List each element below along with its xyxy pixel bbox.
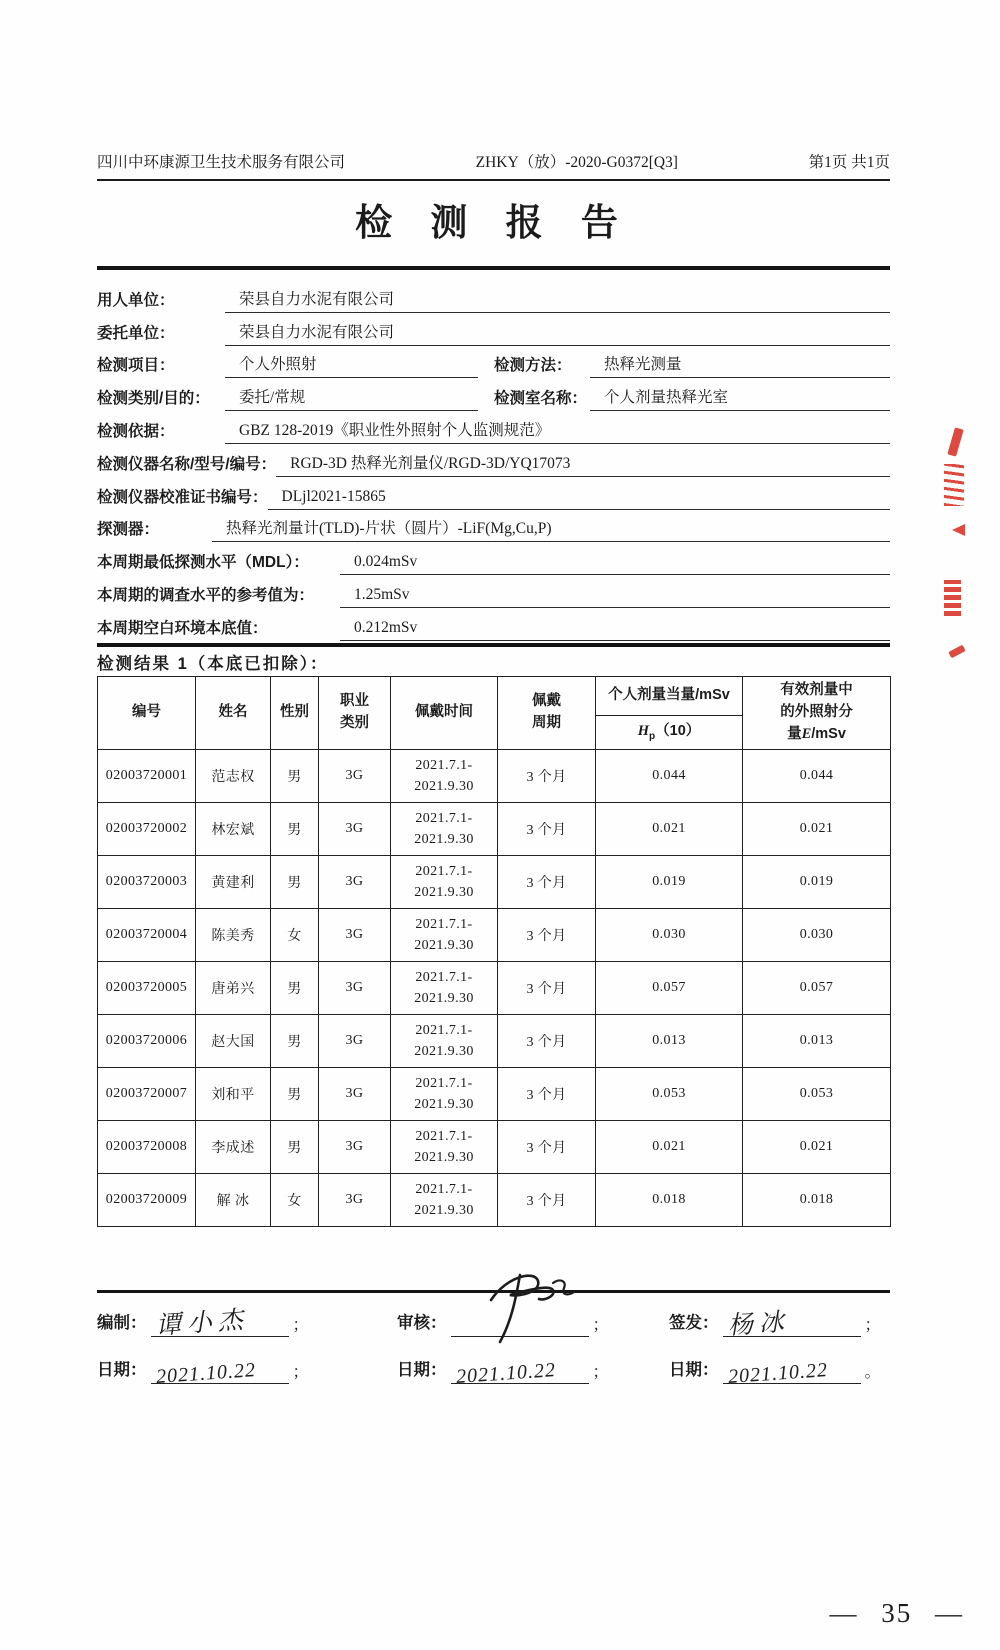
thick-divider [97,643,890,647]
cell-name: 林宏斌 [196,803,271,856]
results-table-body [98,750,891,1227]
client-label: 委托单位： [97,324,175,342]
results-table-container [97,676,890,1227]
report-info-form [97,280,890,641]
col-header-period: 佩戴时间 [391,677,498,750]
results-section-title: 检测结果 1（本底已扣除）： [97,655,329,673]
detector-value: 热释光剂量计(TLD)-片状（圆片）-LiF(Mg,Cu,P) [212,516,890,542]
cell-effective-dose: 0.044 [743,750,891,803]
book-page-number: — 35 — [829,1598,964,1628]
employer-value: 荣县自力水泥有限公司 [225,287,890,313]
thick-divider [97,266,890,270]
cell-job: 3G [319,856,391,909]
test-category-label: 检测类别/目的： [97,390,210,408]
survey-level-label: 本周期的调查水平的参考值为： [97,586,315,604]
cell-effective-dose: 0.013 [743,1015,891,1068]
cell-cycle: 3 个月 [498,1121,596,1174]
cell-job: 3G [319,1015,391,1068]
cell-cycle: 3 个月 [498,750,596,803]
lab-name-label: 检测室名称： [494,390,588,408]
report-code: ZHKY（放）-2020-G0372[Q3] [475,154,678,171]
form-row-item-method [97,346,890,379]
signoff-block [97,1306,890,1389]
reviewed-date-line [451,1353,589,1389]
employer-label: 用人单位： [97,291,175,309]
cell-effective-dose: 0.021 [743,803,891,856]
prepared-date: 日期： 2021.10.22 ； [97,1353,397,1384]
table-row [98,1068,891,1121]
col-header-gender: 性别 [271,677,319,750]
lab-name-value: 个人剂量热释光室 [590,385,890,411]
report-title: 检 测 报 告 [355,202,632,243]
survey-level-value: 1.25mSv [340,586,890,608]
results-table [97,676,891,1227]
cell-name: 唐弟兴 [196,962,271,1015]
reviewed-by: 审核： ； [397,1306,669,1337]
table-row [98,1015,891,1068]
prepared-label: 编制： [97,1314,147,1332]
table-row [98,803,891,856]
test-method-label: 检测方法： [494,357,572,375]
red-stamp-fragment [944,464,964,506]
prepared-signature: 谭小杰 [154,1306,250,1341]
issued-by: 签发： 杨冰 ； [669,1306,890,1337]
cell-job: 3G [319,1068,391,1121]
document-header [97,150,890,172]
cell-name: 刘和平 [196,1068,271,1121]
cell-id: 02003720001 [98,750,196,803]
test-basis-label: 检测依据： [97,422,175,440]
cell-id: 02003720003 [98,856,196,909]
background-label: 本周期空白环境本底值： [97,619,268,637]
prepared-date-line [151,1353,289,1389]
form-row-background [97,608,890,641]
cell-period: 2021.7.1- 2021.9.30 [391,962,498,1015]
calibration-cert-label: 检测仪器校准证书编号： [97,488,268,506]
cell-name: 赵大国 [196,1015,271,1068]
red-stamp-fragment [944,580,961,616]
cell-job: 3G [319,962,391,1015]
cell-cycle: 3 个月 [498,909,596,962]
cell-gender: 男 [271,803,319,856]
reviewed-date-value: 2021.10.22 [454,1359,557,1389]
red-stamp-fragment [952,524,965,536]
cell-cycle: 3 个月 [498,1068,596,1121]
cell-hp10: 0.021 [596,1121,743,1174]
reviewed-date: 日期： 2021.10.22 ； [397,1353,669,1384]
table-header-row-1 [98,677,891,716]
form-row-mdl [97,542,890,575]
cell-gender: 男 [271,1121,319,1174]
cell-period: 2021.7.1- 2021.9.30 [391,750,498,803]
test-basis-value: GBZ 128-2019《职业性外照射个人监测规范》 [225,418,890,444]
table-row [98,909,891,962]
cell-name: 黄建利 [196,856,271,909]
cell-job: 3G [319,1174,391,1227]
cell-name: 李成述 [196,1121,271,1174]
form-row-calibration-cert [97,477,890,510]
cell-cycle: 3 个月 [498,1174,596,1227]
issued-signature: 杨冰 [726,1308,791,1341]
cell-id: 02003720006 [98,1015,196,1068]
cell-hp10: 0.019 [596,856,743,909]
table-row [98,750,891,803]
cell-effective-dose: 0.018 [743,1174,891,1227]
cell-gender: 男 [271,962,319,1015]
date-label: 日期： [669,1361,719,1379]
detector-label: 探测器： [97,521,160,539]
client-value: 荣县自力水泥有限公司 [225,320,890,346]
instrument-label: 检测仪器名称/型号/编号： [97,455,277,473]
test-item-value: 个人外照射 [225,352,478,378]
issued-date-value: 2021.10.22 [726,1359,829,1389]
prepared-signature-line [151,1306,289,1341]
cell-id: 02003720007 [98,1068,196,1121]
issued-date: 日期： 2021.10.22 。 [669,1353,890,1384]
col-header-id: 编号 [98,677,196,750]
prepared-date-value: 2021.10.22 [154,1359,257,1389]
form-row-client [97,313,890,346]
cell-id: 02003720002 [98,803,196,856]
cell-period: 2021.7.1- 2021.9.30 [391,1015,498,1068]
instrument-value: RGD-3D 热释光剂量仪/RGD-3D/YQ17073 [276,451,890,477]
form-row-category-lab [97,378,890,411]
cell-cycle: 3 个月 [498,1015,596,1068]
cell-effective-dose: 0.030 [743,909,891,962]
test-item-label: 检测项目： [97,357,175,375]
prepared-by: 编制： 谭小杰 ； [97,1306,397,1337]
col-header-dose-group: 个人剂量当量/mSv [596,677,743,716]
cell-id: 02003720009 [98,1174,196,1227]
form-row-instrument [97,444,890,477]
issued-date-line [723,1353,861,1389]
cell-cycle: 3 个月 [498,803,596,856]
cell-effective-dose: 0.021 [743,1121,891,1174]
red-stamp-fragment [947,427,963,456]
cell-hp10: 0.053 [596,1068,743,1121]
cell-period: 2021.7.1- 2021.9.30 [391,1068,498,1121]
col-header-job-category: 职业 类别 [319,677,391,750]
company-name: 四川中环康源卫生技术服务有限公司 [97,154,346,171]
col-header-effective-dose: 有效剂量中 的外照射分 量E/mSv [743,677,891,750]
cell-id: 02003720008 [98,1121,196,1174]
reviewer-signature-scribble [457,1270,587,1344]
reviewed-label: 审核： [397,1314,447,1332]
col-header-hp10: $H_p(10)$ [596,716,743,750]
col-header-name: 姓名 [196,677,271,750]
cell-gender: 女 [271,909,319,962]
date-label: 日期： [397,1361,447,1379]
cell-period: 2021.7.1- 2021.9.30 [391,856,498,909]
cell-gender: 男 [271,1015,319,1068]
form-row-detector [97,510,890,543]
header-rule [97,179,890,181]
table-row [98,1174,891,1227]
table-row [98,962,891,1015]
issued-label: 签发： [669,1314,719,1332]
date-label: 日期： [97,1361,147,1379]
calibration-cert-value: DLjl2021-15865 [268,488,890,510]
cell-period: 2021.7.1- 2021.9.30 [391,1121,498,1174]
form-row-survey-level [97,575,890,608]
reviewed-signature-line [451,1306,589,1337]
form-row-employer [97,280,890,313]
table-row [98,1121,891,1174]
background-value: 0.212mSv [340,619,890,641]
cell-hp10: 0.018 [596,1174,743,1227]
cell-effective-dose: 0.053 [743,1068,891,1121]
cell-gender: 男 [271,750,319,803]
cell-name: 解 冰 [196,1174,271,1227]
cell-id: 02003720004 [98,909,196,962]
cell-gender: 女 [271,1174,319,1227]
signature-row [97,1306,890,1341]
cell-period: 2021.7.1- 2021.9.30 [391,909,498,962]
mdl-value: 0.024mSv [340,553,890,575]
form-row-basis [97,411,890,444]
cell-hp10: 0.057 [596,962,743,1015]
mdl-label: 本周期最低探测水平（MDL）： [97,554,309,572]
cell-period: 2021.7.1- 2021.9.30 [391,803,498,856]
cell-hp10: 0.030 [596,909,743,962]
cell-hp10: 0.021 [596,803,743,856]
test-method-value: 热释光测量 [590,352,890,378]
cell-gender: 男 [271,856,319,909]
cell-cycle: 3 个月 [498,962,596,1015]
cell-name: 范志权 [196,750,271,803]
cell-job: 3G [319,803,391,856]
date-row [97,1353,890,1389]
table-row [98,856,891,909]
cell-job: 3G [319,750,391,803]
issued-signature-line [723,1306,861,1341]
col-header-cycle: 佩戴 周期 [498,677,596,750]
page-info: 第1页 共1页 [808,154,890,171]
cell-effective-dose: 0.057 [743,962,891,1015]
cell-effective-dose: 0.019 [743,856,891,909]
cell-hp10: 0.013 [596,1015,743,1068]
cell-name: 陈美秀 [196,909,271,962]
cell-id: 02003720005 [98,962,196,1015]
cell-cycle: 3 个月 [498,856,596,909]
cell-job: 3G [319,1121,391,1174]
red-stamp-fragment [948,645,965,659]
test-category-value: 委托/常规 [225,385,478,411]
cell-gender: 男 [271,1068,319,1121]
cell-hp10: 0.044 [596,750,743,803]
cell-job: 3G [319,909,391,962]
cell-period: 2021.7.1- 2021.9.30 [391,1174,498,1227]
